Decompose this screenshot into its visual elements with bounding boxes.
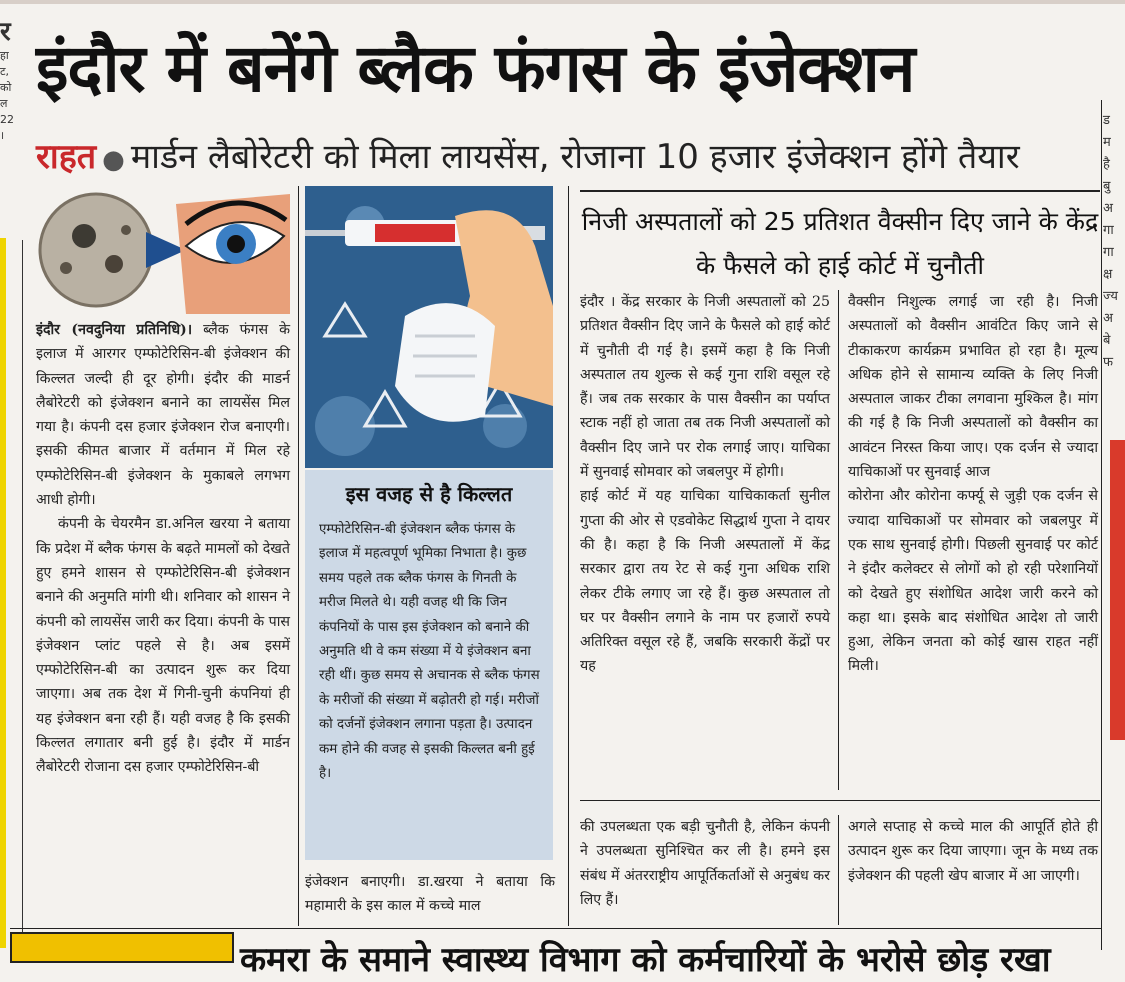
right-edge-line: अ [1103, 311, 1113, 326]
column-rule [568, 186, 569, 926]
column-rule [838, 290, 839, 790]
column-rule [22, 240, 23, 940]
right-edge-line: बे [1103, 333, 1111, 348]
right-edge-line: है [1103, 157, 1110, 172]
left-edge-text [0, 16, 22, 236]
bottom-rule [10, 928, 1102, 929]
main-headline: इंदौर में बनेंगे ब्लैक फंगस के इंजेक्शन [36, 30, 915, 107]
subheadline [36, 132, 1098, 182]
column-rule [838, 815, 839, 925]
left-edge-line: हा [0, 49, 9, 62]
story1-dateline: इंदौर (नवदुनिया प्रतिनिधि)। [36, 322, 193, 338]
sidebar-box [305, 470, 553, 860]
story1-column2: इंजेक्शन बनाएगी। डा.खरया ने बताया कि महामारी के इस काल में कच्चे माल [305, 874, 555, 915]
left-yellow-rule [0, 238, 6, 948]
sidebar-title: इस वजह से है किल्लत [345, 482, 513, 506]
left-edge-line: । [0, 129, 5, 142]
story2-column1: इंदौर । केंद्र सरकार के निजी अस्पतालों को 25 प्रतिशत वैक्सीन दिए जाने के फैसले को हाई कोर्ट में चुनौती दी गई है। इसमें कहा है कि निजी अस्पताल तय शुल्क से कई गुना राशि वसूल रहे हैं। जब तक सरकार के पास वैक्सीन का पर्याप्त स्टाक नहीं हो जाता तब तक निजी अस्पतालों को वैक्सीन दिए जाने पर रोक लगाई जाए। याचिका में सुनवाई सोमवार को जबलपुर में होगी। हाई कोर्ट में यह याचिका याचिकाकर्ता सुनील गुप्ता की ओर से एडवोकेट सिद्धार्थ गुप्ता ने दायर की है। कहा है कि निजी अस्पतालों में केंद्र सरकार द्वारा तय रेट से कई गुना अधिक राशि लेकर टीके लगाए जा रहे हैं। कुछ अस्पताल तो घर पर वैक्सीन लगाने के नाम पर हजारों रुपये अतिरिक्त वसूल रहे हैं, जबकि सरकारी केंद्रों पर यह [580, 294, 830, 675]
right-edge-line: गा [1103, 223, 1114, 238]
story1-column4: अगले सप्ताह से कच्चे माल की आपूर्ति होते ही उत्पादन शुरू कर दिया जाएगा। जून के मध्य तक इंजेक्शन की पहली खेप बाजार में आ जाएगी। [848, 819, 1098, 884]
right-edge-line: ड [1103, 113, 1110, 128]
left-edge-line: 22 [0, 113, 14, 126]
right-edge-line: गा [1103, 245, 1114, 260]
left-edge-letter: र [0, 17, 11, 47]
right-edge-line: म [1103, 135, 1111, 150]
subhead-tag: राहत [36, 137, 97, 177]
story1-column1 [36, 318, 290, 923]
story2-headline: निजी अस्पतालों को 25 प्रतिशत वैक्सीन दिए जाने के केंद्र के फैसले को हाई कोर्ट में चुनौती [581, 207, 1099, 280]
story1-para1: ब्लैक फंगस के इलाज में आरगर एम्फोटेरिसिन-बी इंजेक्शन की किल्लत जल्दी ही दूर होगी। इंदौर की माडर्न लैबोरेटरी को इंजेक्शन बनाने का लायसेंस मिल गया है। कंपनी दस हजार इंजेक्शन रोज बनाएगी। इसकी कीमत बाजार में वर्तमान में मिल रहे एम्फोटेरिसिन-बी इंजेक्शन के मुकाबले लगभग आधी होगी। [36, 322, 290, 509]
column-rule [298, 186, 299, 926]
bullet-icon: ● [102, 145, 125, 175]
right-edge-line: अ [1103, 201, 1113, 216]
right-edge-line: ज्य [1103, 289, 1118, 304]
story2-top-rule [580, 190, 1100, 192]
story2-column2: वैक्सीन निशुल्क लगाई जा रही है। निजी अस्पतालों को वैक्सीन आवंटित किए जाने से टीकाकरण कार्यक्रम प्रभावित हो रहा है। मूल्य अधिक होने से सामान्य व्यक्ति के लिए निजी अस्पताल जाकर टीका लगवाना मुश्किल है। मांग की गई है कि निजी अस्पतालों को वैक्सीन का आवंटन निरस्त किया जाए। एक दर्जन से ज्यादा याचिकाओं पर सुनवाई आज कोरोना और कोरोना कर्फ्यू से जुड़ी एक दर्जन से ज्यादा याचिकाओं पर सोमवार को जबलपुर में एक साथ सुनवाई होगी। पिछली सुनवाई पर कोर्ट ने इंदौर कलेक्टर से लोगों को हो रही परेशानियों को देखते हुए संशोधित आदेश जारी करने को कहा था। इसके बाद संशोधित आदेश तो जारी हुआ, लेकिन जनता को कोई खास राहत नहीं मिली। [848, 294, 1098, 675]
story1-column3: की उपलब्धता एक बड़ी चुनौती है, लेकिन कंपनी ने उपलब्धता सुनिश्चित कर ली है। हमने इस संबंध में अंतरराष्ट्रीय आपूर्तिकर्ताओं से अनुबंध कर लिए हैं। [580, 819, 830, 908]
right-edge-line: फ [1103, 355, 1114, 370]
story1-para2: कंपनी के चेयरमैन डा.अनिल खरया ने बताया कि प्रदेश में ब्लैक फंगस के बढ़ते मामलों को देखते हुए हमने शासन से एम्फोटेरिसिन-बी इंजेक्शन बनाने की अनुमति मांगी थी। शनिवार को शासन ने कंपनी को लायसेंस जारी कर दिया। कंपनी के पास इंजेक्शन प्लांट पहले से है। अब इसमें एम्फोटेरिसिन-बी का उत्पादन शुरू कर दिया जाएगा। अब तक देश में गिनी-चुनी कंपनियां ही यह इंजेक्शन बना रही हैं। यही वजह है कि इसकी किल्लत लगातार बनी हुई है। इंदौर में मार्डन लैबोरेटरी रोजाना दस हजार एम्फोटेरिसिन-बी [36, 516, 290, 776]
right-edge-text [1103, 110, 1125, 430]
right-edge-line: क्ष [1103, 267, 1113, 282]
left-edge-line: ट, [0, 65, 10, 78]
right-red-block [1110, 440, 1125, 740]
page-top-rule [0, 0, 1125, 4]
subhead-text: मार्डन लैबोरेटरी को मिला लायसेंस, रोजाना 10 हजार इंजेक्शन होंगे तैयार [130, 137, 1020, 177]
story-divider [580, 800, 1100, 801]
next-story-headline: कमरा के समाने स्वास्थ्य विभाग को कर्मचारियों के भरोसे छोड़ रखा [240, 940, 1051, 980]
vaccine-syringe-illustration [305, 186, 553, 468]
sidebar-text: एम्फोटेरिसिन-बी इंजेक्शन ब्लैक फंगस के इलाज में महत्वपूर्ण भूमिका निभाता है। कुछ समय पहले तक ब्लैक फंगस के गिनती के मरीज मिलते थे। यही वजह थी कि जिन कंपनियों के पास इस इंजेक्शन को बनाने की अनुमति थी वे कम संख्या में ये इंजेक्शन बना रही थीं। कुछ समय से अचानक से ब्लैक फंगस के मरीजों की संख्या में बढ़ोतरी हो गई। मरीजों को दर्जनों इंजेक्शन लगाना पड़ता है। उत्पादन कम होने की वजह से इसकी किल्लत बनी हुई है। [319, 522, 540, 782]
column-rule [1101, 100, 1102, 950]
right-edge-line: बु [1103, 179, 1111, 194]
left-edge-line: ल [0, 97, 8, 110]
left-edge-line: को [0, 81, 12, 94]
bottom-photo [10, 932, 234, 963]
eye-fungus-illustration [36, 184, 290, 314]
